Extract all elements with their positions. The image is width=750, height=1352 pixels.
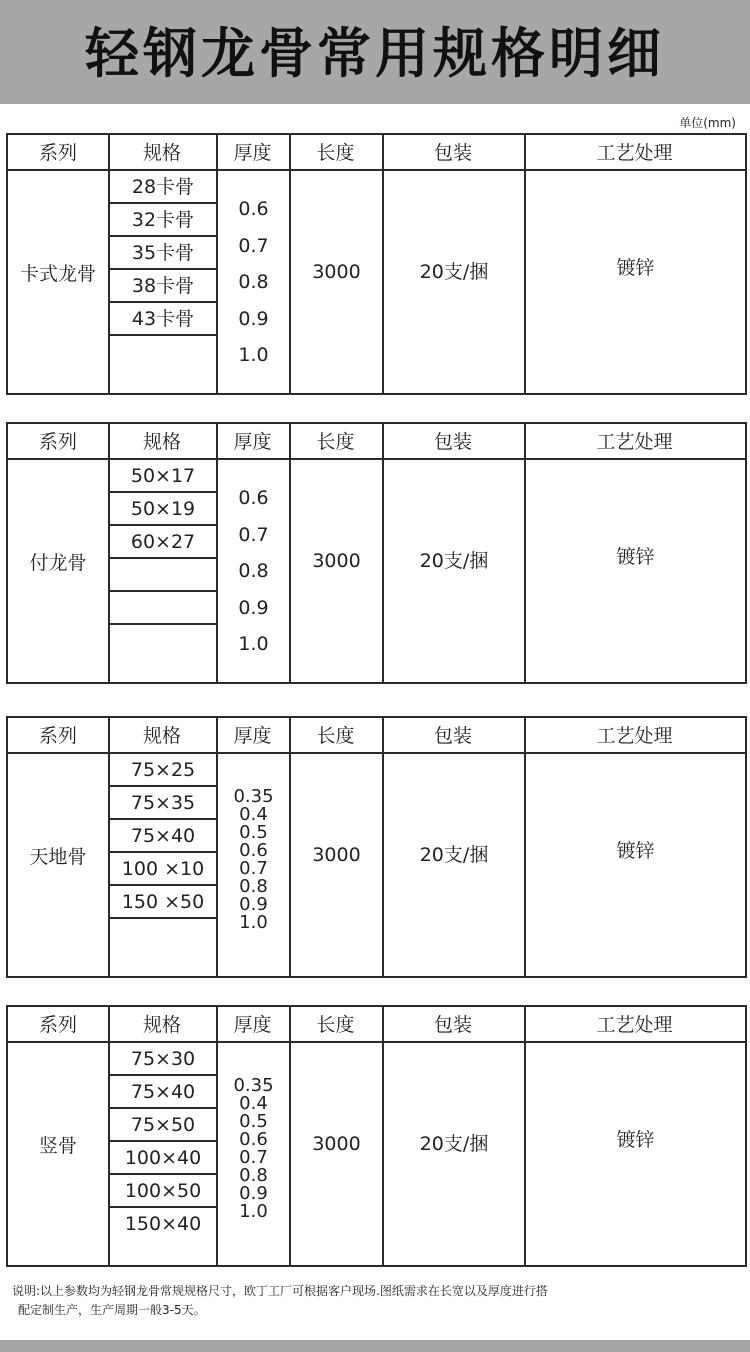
thickness-value: 0.35 [233,786,274,807]
header-row [8,135,745,171]
spec-cell [110,625,216,682]
packing-value: 20支/捆 [419,844,489,866]
header-process: 工艺处理 [596,431,673,453]
header-packing: 包装 [433,725,472,747]
thickness-value: 0.7 [239,858,268,879]
header-length: 长度 [316,431,355,453]
series-name: 付龙骨 [29,552,87,574]
header-row [8,718,745,754]
footer-line-1: 说明:以上参数均为轻钢龙骨常规规格尺寸，欧丁工厂可根据客户现场.图纸需求在长宽以及厚度进行搭 [12,1284,548,1298]
thickness-value: 0.9 [239,894,268,915]
process-value: 镀锌 [616,1129,655,1151]
packing-value: 20支/捆 [419,1133,489,1155]
spec-cell [110,919,216,976]
thickness-value: 0.5 [239,822,268,843]
header-process: 工艺处理 [596,1014,673,1036]
header-length: 长度 [316,142,355,164]
footer-note [12,1282,742,1320]
thickness-list [218,788,289,932]
header-spec: 规格 [142,431,181,453]
packing-value: 20支/捆 [419,550,489,572]
thickness-value: 0.8 [239,876,268,897]
thickness-value: 0.9 [238,596,269,619]
spec-cell: 50×19 [110,493,216,526]
header-series: 系列 [38,142,77,164]
header-series: 系列 [38,725,77,747]
thickness-value: 1.0 [238,344,269,366]
spec-cell: 100×40 [110,1142,216,1175]
series-name: 卡式龙骨 [19,263,96,285]
thickness-value: 0.6 [239,840,268,861]
header-spec: 规格 [142,142,181,164]
thickness-value: 0.7 [239,1147,268,1168]
length-value: 3000 [312,550,361,572]
length-value: 3000 [312,1133,361,1155]
header-thickness: 厚度 [233,725,272,747]
thickness-value: 0.8 [238,271,269,293]
spec-cell: 75×40 [110,1076,216,1109]
spec-cell: 75×30 [110,1043,216,1076]
thickness-list [218,1077,289,1221]
process-value: 镀锌 [616,257,655,279]
header-length: 长度 [316,725,355,747]
spec-cell [110,592,216,625]
spec-cell: 43卡骨 [110,303,216,336]
header-thickness: 厚度 [233,1014,272,1036]
thickness-value: 0.7 [238,234,269,257]
spec-cell: 32卡骨 [110,204,216,237]
series-name: 竖骨 [38,1135,77,1157]
spec-cell: 150×40 [124,1213,202,1235]
spec-cell [110,559,216,592]
header-spec: 规格 [142,1014,181,1036]
header-process: 工艺处理 [596,725,673,747]
header-packing: 包装 [433,142,472,164]
thickness-value: 0.8 [238,560,269,582]
length-value: 3000 [312,261,361,283]
thickness-value: 0.4 [239,1093,268,1114]
spec-table [6,422,747,684]
spec-cell: 150 ×50 [110,886,216,919]
spec-cell: 75×50 [110,1109,216,1142]
spec-table [6,133,747,395]
spec-cell: 75×35 [110,787,216,820]
header-series: 系列 [38,1014,77,1036]
header-length: 长度 [316,1014,355,1036]
header-spec: 规格 [142,725,181,747]
header-series: 系列 [38,431,77,453]
series-name: 天地骨 [29,846,87,868]
spec-cell: 100×50 [110,1175,216,1208]
header-process: 工艺处理 [596,142,673,164]
bottom-bar [0,1340,750,1352]
thickness-value: 0.6 [238,198,269,220]
page-title: 轻钢龙骨常用规格明细 [85,22,665,85]
spec-cell: 75×25 [110,754,216,787]
thickness-value: 0.6 [239,1129,268,1150]
spec-cell [110,336,216,393]
spec-cell: 60×27 [110,526,216,559]
spec-cell: 38卡骨 [110,270,216,303]
thickness-value: 0.5 [239,1111,268,1132]
spec-cell: 75×40 [110,820,216,853]
process-value: 镀锌 [616,840,655,862]
spec-cell: 100 ×10 [110,853,216,886]
header-row [8,424,745,460]
packing-value: 20支/捆 [419,261,489,283]
spec-table [6,716,747,978]
thickness-value: 0.4 [239,804,268,825]
unit-label: 单位(mm) [679,116,736,130]
length-value: 3000 [312,844,361,866]
thickness-list [218,480,289,663]
spec-cell: 35卡骨 [110,237,216,270]
header-thickness: 厚度 [233,431,272,453]
header-packing: 包装 [433,1014,472,1036]
thickness-value: 0.7 [238,523,269,546]
header-row [8,1007,745,1043]
process-value: 镀锌 [616,546,655,568]
header-packing: 包装 [433,431,472,453]
thickness-value: 1.0 [239,912,268,933]
thickness-list [218,191,289,374]
header-thickness: 厚度 [233,142,272,164]
thickness-value: 0.9 [238,307,269,330]
thickness-value: 1.0 [238,633,269,655]
footer-line-2: 配定制生产，生产周期一般3-5天。 [18,1303,206,1317]
spec-cell: 28卡骨 [110,171,216,204]
thickness-value: 0.6 [238,487,269,509]
thickness-value: 1.0 [239,1201,268,1222]
thickness-value: 0.9 [239,1183,268,1204]
spec-table [6,1005,747,1267]
spec-cell: 50×17 [110,460,216,493]
thickness-value: 0.8 [239,1165,268,1186]
thickness-value: 0.35 [233,1075,274,1096]
